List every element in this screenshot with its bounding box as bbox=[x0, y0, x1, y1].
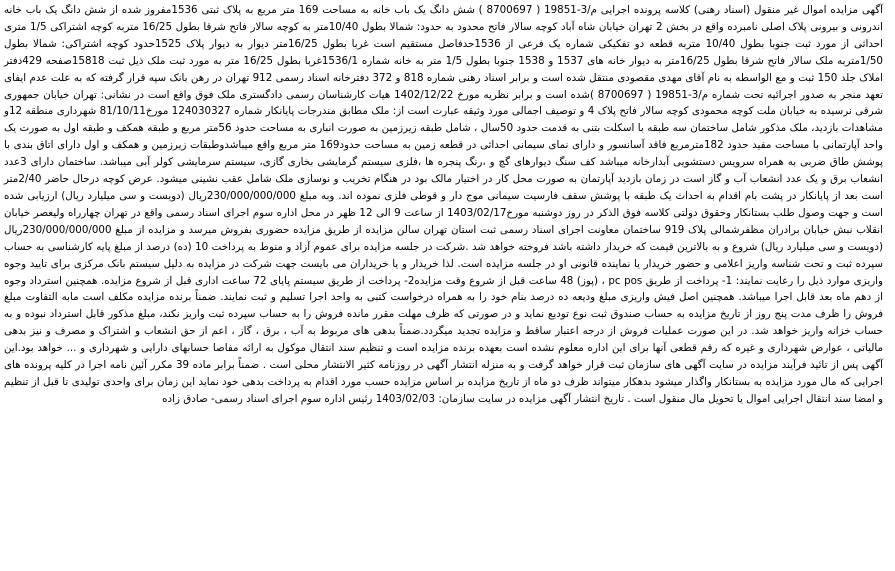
notice-body: آگهی مزایده اموال غیر منقول (اسناد رهنی) کلاسه پرونده اجرایی م/3-19851 ( 8700697 ) شش دانگ یک باب خانه به مساحت 169 متر مربع به پلاک ثبتی 1536مفروز شده از شش دانگ یک باب خانه اندرونی و بیرونی پلاک اصلی نامبرده واقع در بخش 2 تهران خیابان شاه آباد کوچه سالار فاتح محدود به حدود: شمالا بطول 10/40متر به کوچه سالار فاتح شرقا بطول 16/25 متربه کوچه اشتراکی 1/5 متری احداثی از مورد ثبت جنوبا بطول 10/40 متربه قطعه دو تفکیکی شماره یک فرعی از 1536حدفاصل مستقیم است غربا بطول 16/25متر دیوار به دیوار پلاک 1525حدود کوچه اشتراکی: شمالا بطول 1/50متربه ملک سالار فاتح شرقا بطول 16/25متر به دیوار خانه های 1537 و 1538 جنوبا بطول 1/5 متر به خانه شماره 1536/1غربا بطول 16/25 متر به مورد ثبت ملک ذیل ثبت 15818صفحه 429دفتر املاک جلد 150 ثبت و مع الواسطه به نام آقای مهدی مقصودی منتقل شده است و برابر اسناد رهنی شماره 818 و 372 دفترخانه اسناد رسمی 912 تهران در رهن بانک سپه قرار گرفته که به علت عدم ایفای تعهد منجر به صدور اجرائیه تحت شماره م/3-19851 ( 8700697 )شده است و برابر نظریه مورخ 1402/12/22 هیات کارشناسان رسمی دادگستری ملک فوق واقع است در نشانی: تهران خیابان جمهوری شرقی نرسیده به خیابان ملت کوچه محمودی کوچه سالار فاتح پلاک 4 و توصیف اجمالی مورد وثیقه عبارت است از: ملک مطابق مندرجات پایانکار شماره 124030327 مورخ81/10/11 شهرداری منطقه 12و مشاهدات بازدید، ملک مذکور شامل ساختمان سه طبقه با اسکلت بتنی به قدمت حدود 50سال ، شامل طبقه زیرزمین به صورت انباری به مساحت حدود 56متر مربع و طبقه همکف و طبقه اول به صورت یک واحد آپارتمانی با مساحت مفید حدود 182مترمربع فاقد آسانسور و دارای نمای سیمانی احداثی در قطعه زمین به مساحت حدود169 متر مربع واقع میباشدوطبقات زیرزمین و همکف و اول دارای اتاق بندی با پوشش طاق ضربی به همراه سرویس دستشویی آبدارخانه میباشد کف سنگ دیوارهای گچ و ،رنگ پنجره ها ،فلزی سیستم گرمایشی بخاری گازی، سیستم سرمایشی کولر آبی میباشد. ساختمان دارای 3عدد انشعاب برق و یک عدد انشعاب آب و گاز است در زمان بازدید آپارتمان به صورت محل کار در اختیار مالک بود در هنگام تخریب و نوسازی ملک شامل عقب نشینی میشود. عرض کوچه درحال حاضر 2/40متر است بعد از پایانکار در پشت بام اقدام به احداث یک طبقه با پوشش سقف فارسیت سیمانی موج دار و قوطی فلزی نموده اند. وبه مبلغ 230/000/000/000ریال (دویست و سی میلیارد ریال) ارزیابی شده است و جهت وصول طلب بستانکار وحقوق دولتی کلاسه فوق الذکر در روز دوشنبه مورخ1403/02/17 از ساعت 9 الی 12 ظهر در محل اداره سوم اجرای اسناد رسمی واقع در تهران چهارراه ولیعصر خیابان انقلاب نبش خیابان برادران مظفرشمالی پلاک 919 ساختمان معاونت اجرای اسناد رسمی ثبت استان تهران سالن مزایده از طریق مزایده حضوری بفروش میرسد و مزایده از مبلغ 230/000/000/000ریال (دویست و سی میلیارد ریال) شروع و به بالاترین قیمت که خریدار داشته باشد فروخته خواهد شد .شرکت در جلسه مزایده برای عموم آزاد و منوط به پرداخت 10 (ده) درصد از مبلغ پایه کارشناسی به حساب سپرده ثبت و تحت شناسه واریز اعلامی و حضور خریدار یا نماینده قانونی او در جلسه مزایده است. لذا خریدار و یا خریداران می بایست جهت شرکت در مزایده به دلیل سیستم بانک مرکزی برای تایید وجوه واریزی موارد ذیل را رعایت نمایند: 1- پرداخت از طریق pc pos ، (پوز) 48 ساعت قبل از شروع وقت مزایده2- پرداخت از طریق سیستم پایای 72 ساعت اداری قبل از شروع مزایده. همچنین استرداد وجوه از دهم ماه بعد قابل اجرا میباشد. همچنین اصل فیش واریزی مبلغ ودیعه ده درصد بنام خود را به همراه درخواست کتبی به واحد اجرا تسلیم و ثبت نمایند. ضمناً برنده مزایده مکلف است مابه التفاوت مبلغ فروش را ظرف مدت پنج روز از تاریخ مزایده به حساب صندوق ثبت نوع تودیع نماید و در صورتی که ظرف مهلت مقرر مانده فروش را به حساب سپرده ثبت واریز نکند، مبلغ مذکور قابل استرداد نبوده و به حساب خزانه واریز خواهد شد. در این صورت عملیات فروش از درجه اعتبار ساقط و مزایده تجدید میگردد.ضمناً بدهی های مربوط به آب ، برق ، گاز ، اعم از حق انشعاب و اشتراک و مصرف و نیز بدهی مالیاتی ، عوارض شهرداری و غیره که رقم قطعی آنها برای این اداره معلوم نشده است بعهده برنده مزایده است و تنظیم سند انتقال موکول به ارائه مفاصا حسابهای دارایی و شهرداری و ... خواهد بود.این آگهی پس از تائید فرآیند مزایده در سایت آگهی های سازمان ثبت قرار خواهد گرفت و به منزله انتشار آگهی در روزنامه کثیر الانتشار محلی است . ضمناً برابر ماده 39 مکرر آئین نامه اجرا در کلیه پرونده های اجرایی که مال مورد مزایده به بستانکار واگذار میشود بدهکار میتواند ظرف دو ماه از تاریخ مزایده بر اساس مزایده حسب مورد اقدام به پرداخت بدهی خود نماید این زمان برای واحدی تولیدی تا قبل از تنظیم و امضا سند انتقال اجرایی اموال یا تحویل مال منقول است . تاریخ انتشار آگهی مزایده در سایت سازمان: 1403/02/03 رئیس اداره سوم اجرای اسناد رسمی- صادق زاده bbox=[4, 4, 884, 405]
